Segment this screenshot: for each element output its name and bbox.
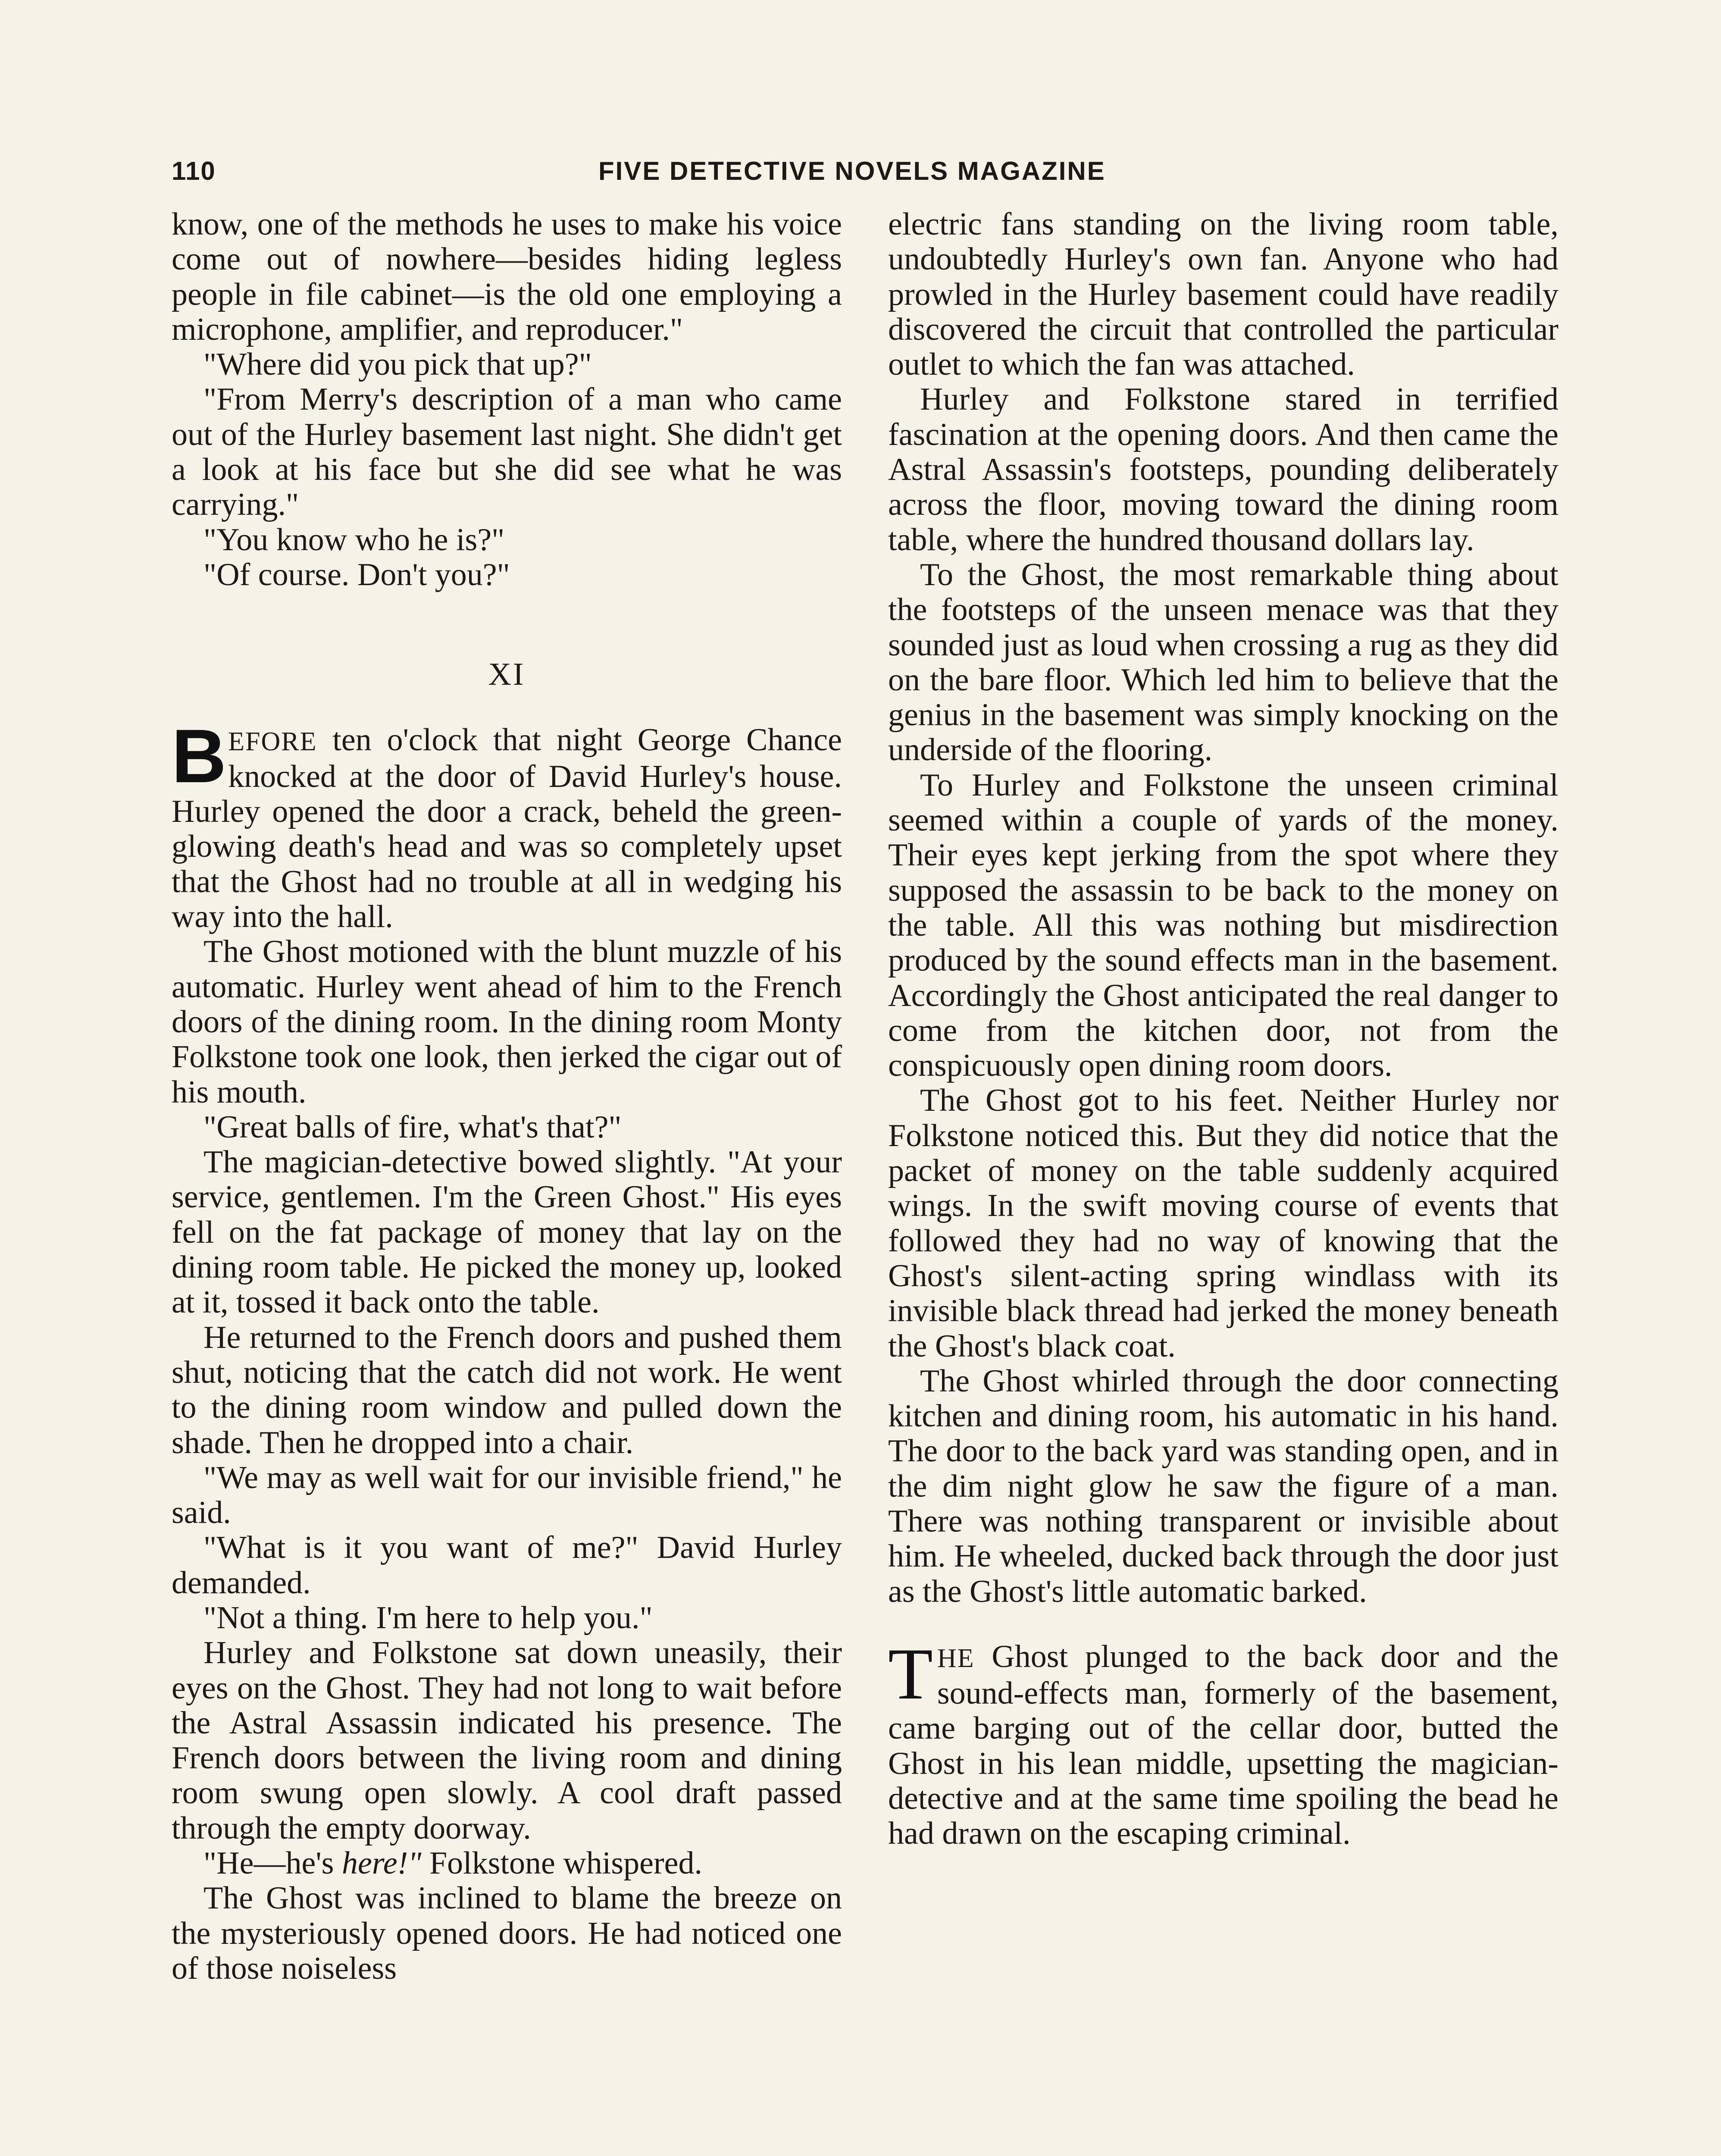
paragraph-text: ten o'clock that night George Chance knocked at the door of David Hurley's house. Hurley opened the door a crack, beheld the green-glowing death's head and was so completely upset that the Ghost had no trouble at all in wedging his way into the hall.: [172, 722, 842, 935]
section-opening-paragraph: [888, 1633, 1558, 1852]
paragraph-text: Ghost plunged to the back door and the sound-effects man, formerly of the basement, came barging out of the cellar door, butted the Ghost in his lean middle, upsetting the magician-detective and at the same time spoiling the bead he had drawn on the escaping criminal.: [888, 1639, 1558, 1852]
paragraph: To Hurley and Folkstone the unseen criminal seemed within a couple of yards of the money. Their eyes kept jerking from the spot where they supposed the assassin to be back to the money on the table. All this was nothing but misdirection produced by the sound effects man in the basement. Accordingly the Ghost anticipated the real danger to come from the kitchen door, not from the conspicuously open dining room doors.: [888, 767, 1558, 1084]
drop-cap: T: [888, 1633, 933, 1714]
page-number: 110: [172, 157, 216, 185]
paragraph: "Not a thing. I'm here to help you.": [203, 1600, 653, 1636]
paragraph: The Ghost got to his feet. Neither Hurley nor Folkstone noticed this. But they did notice that the packet of money on the table suddenly acquired wings. In the swift moving course of events that followed they had no way of knowing that the Ghost's silent-acting spring windlass with its invisible black thread had jerked the money beneath the Ghost's black coat.: [888, 1083, 1558, 1364]
emphasis-text: here!": [341, 1846, 422, 1881]
running-head: FIVE DETECTIVE NOVELS MAGAZINE: [598, 157, 1106, 185]
drop-cap: B: [172, 714, 227, 799]
paragraph: Hurley and Folkstone sat down uneasily, their eyes on the Ghost. They had not long to wait before the Astral Assassin indicated his presence. The French doors between the living room and dining room swung open slowly. A cool draft passed through the empty doorway.: [172, 1635, 842, 1846]
paragraph: "Great balls of fire, what's that?": [203, 1109, 622, 1145]
page-header: [172, 156, 1564, 195]
paragraph-text: "He—he's: [203, 1846, 342, 1881]
paragraph: [172, 1846, 842, 1881]
paragraph: "Where did you pick that up?": [203, 347, 592, 382]
paragraph: "You know who he is?": [203, 522, 505, 558]
small-caps-lead: EFORE: [228, 727, 317, 756]
paragraph: electric fans standing on the living room table, undoubtedly Hurley's own fan. Anyone who had prowled in the Hurley basement could have readily discovered the circuit that controlled the particular outlet to which the fan was attached.: [888, 207, 1558, 382]
paragraph: Hurley and Folkstone stared in terrified fascination at the opening doors. And then came the Astral Assassin's footsteps, pounding deliberately across the floor, moving toward the dining room table, where the hundred thousand dollars lay.: [888, 382, 1558, 558]
paragraph-text: Folkstone whispered.: [421, 1846, 702, 1881]
section-break: [888, 1609, 1558, 1639]
small-caps-lead: HE: [937, 1643, 975, 1673]
chapter-heading: XI: [488, 657, 526, 693]
paragraph: He returned to the French doors and pushed them shut, noticing that the catch did not work. He went to the dining room window and pulled down the shade. Then he dropped into a chair.: [172, 1319, 842, 1460]
paragraph: "We may as well wait for our invisible friend," he said.: [172, 1460, 842, 1531]
paragraph: The Ghost whirled through the door connecting kitchen and dining room, his automatic in his hand. The door to the back yard was standing open, and in the dim night glow he saw the figure of a man. There was nothing transparent or invisible about him. He wheeled, ducked back through the door just as the Ghost's little automatic barked.: [888, 1363, 1558, 1609]
paragraph: The magician-detective bowed slightly. "At your service, gentlemen. I'm the Green Ghost." His eyes fell on the fat package of money that lay on the dining room table. He picked the money up, looked at it, tossed it back onto the table.: [172, 1144, 842, 1320]
paragraph: The Ghost motioned with the blunt muzzle of his automatic. Hurley went ahead of him to the French doors of the dining room. In the dining room Monty Folkstone took one look, then jerked the cigar out of his mouth.: [172, 934, 842, 1110]
paragraph: know, one of the methods he uses to make his voice come out of nowhere—besides hiding legless people in file cabinet—is the old one employing a microphone, amplifier, and reproducer.": [172, 207, 842, 347]
paragraph: "Of course. Don't you?": [203, 557, 510, 592]
paragraph: The Ghost was inclined to blame the breeze on the mysteriously opened doors. He had noticed one of those noiseless: [172, 1880, 842, 1986]
paragraph: To the Ghost, the most remarkable thing about the footsteps of the unseen menace was that they sounded just as loud when crossing a rug as they did on the bare floor. Which led him to believe that the genius in the basement was simply knocking on the underside of the flooring.: [888, 557, 1558, 768]
chapter-opening-paragraph: [172, 714, 842, 935]
right-column: [888, 207, 1558, 1852]
paragraph: "What is it you want of me?" David Hurley demanded.: [172, 1530, 842, 1601]
left-column: [172, 207, 842, 1986]
paragraph: "From Merry's description of a man who came out of the Hurley basement last night. She didn't get a look at his face but she did see what he was carrying.": [172, 382, 842, 523]
